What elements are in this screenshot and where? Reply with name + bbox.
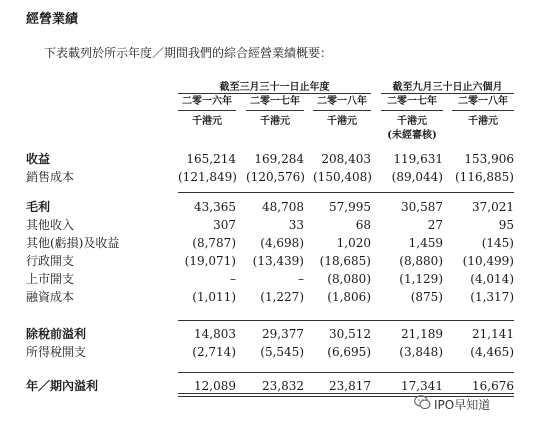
row-label: 銷售成本 [26,170,75,184]
table-cell: (10,499) [462,254,514,268]
table-cell: (3,848) [399,345,443,359]
table-cell: 57,995 [329,200,371,214]
table-cell: 21,189 [401,327,443,341]
table-cell: – [230,272,236,286]
table-cell: 14,803 [194,327,236,341]
table-cell: (19,071) [184,254,236,268]
table-cell: 23,817 [329,379,371,393]
row-label: 其他(虧損)及收益 [26,236,120,250]
table-cell: 27 [427,218,443,232]
column-rule [452,110,514,111]
row-label: 行政開支 [26,254,75,268]
table-cell: 48,708 [262,200,304,214]
table-cell: 30,512 [329,327,371,341]
table-row [0,150,550,168]
table-cell: 208,403 [321,152,371,166]
table-cell: (150,408) [313,170,372,184]
column-year: 二零一七年 [387,96,437,107]
table-cell: (4,698) [260,236,304,250]
header-group-fiscal-years: 截至三月三十一日止年度 [219,82,330,93]
row-label: 收益 [26,152,51,166]
table-cell: (1,129) [399,272,443,286]
table-cell: 17,341 [401,379,443,393]
group-rule-six-months [381,93,514,94]
column-unit: 千港元 [260,116,290,127]
column-header [313,95,371,129]
intro-text: 下表載列於所示年度／期間我們的綜合經營業績概要： [44,46,333,60]
row-label: 其他收入 [26,218,75,232]
table-cell: – [298,272,304,286]
row-label: 上市開支 [26,272,75,286]
table-row [0,216,550,234]
subtotal-rule-pretax [178,320,514,321]
row-label: 除稅前溢利 [26,327,87,341]
table-cell: (116,885) [455,170,514,184]
table-cell: 33 [288,218,304,232]
row-label: 毛利 [26,200,51,214]
table-cell: (4,014) [470,272,514,286]
table-cell: (6,695) [327,345,371,359]
table-cell: (18,685) [319,254,371,268]
table-cell: (875) [410,290,443,304]
table-cell: 307 [213,218,236,232]
total-double-rule-top [178,393,514,394]
column-header [246,95,304,129]
table-cell: 30,587 [401,200,443,214]
table-cell: (8,787) [192,236,236,250]
row-label: 所得稅開支 [26,345,87,359]
table-cell: (1,806) [327,290,371,304]
column-unit: 千港元 [468,116,498,127]
column-year: 二零一八年 [317,96,367,107]
table-cell: 153,906 [464,152,514,166]
table-cell: (1,227) [260,290,304,304]
table-cell: (1,011) [192,290,236,304]
table-cell: (5,545) [260,345,304,359]
column-rule [313,110,371,111]
table-row [0,270,550,288]
table-cell: 1,459 [408,236,443,250]
table-cell: (8,080) [327,272,371,286]
table-cell: 43,365 [194,200,236,214]
table-row [0,343,550,361]
column-rule [178,110,236,111]
table-cell: (2,714) [192,345,236,359]
table-cell: 21,141 [472,327,514,341]
table-cell: 68 [355,218,371,232]
table-cell: 23,832 [262,379,304,393]
table-cell: 12,089 [194,379,236,393]
subtotal-rule-gross-profit [178,192,514,193]
table-row [0,325,550,343]
table-cell: 29,377 [262,327,304,341]
subtotal-rule-net [178,372,514,373]
column-year: 二零一六年 [182,96,232,107]
table-cell: 95 [498,218,514,232]
row-label: 年／期內溢利 [26,379,99,393]
table-row [0,252,550,270]
table-cell: (121,849) [178,170,237,184]
column-header [452,95,514,129]
table-row [0,168,550,186]
column-note: (未經審核) [387,130,437,141]
table-cell: 169,284 [254,152,304,166]
table-row [0,198,550,216]
table-cell: 37,021 [472,200,514,214]
row-label: 融資成本 [26,290,75,304]
group-rule-fiscal [178,93,371,94]
column-unit: 千港元 [397,116,427,127]
table-row [0,234,550,252]
table-cell: (145) [481,236,514,250]
column-header [178,95,236,129]
table-cell: (8,880) [399,254,443,268]
wechat-icon [414,395,431,410]
column-year: 二零一七年 [250,96,300,107]
table-cell: 119,631 [393,152,443,166]
header-group-six-months: 截至九月三十日止六個月 [392,82,503,93]
table-cell: (1,317) [470,290,514,304]
table-cell: (4,465) [470,345,514,359]
column-rule [381,110,443,111]
table-cell: 165,214 [186,152,236,166]
column-unit: 千港元 [327,116,357,127]
watermark-text: IPO早知道 [434,398,491,412]
table-cell: (89,044) [391,170,443,184]
table-row [0,288,550,306]
table-cell: (120,576) [246,170,305,184]
column-header [381,95,443,142]
section-title: 經營業績 [26,12,79,27]
table-cell: 1,020 [336,236,371,250]
column-unit: 千港元 [192,116,222,127]
table-cell: 16,676 [472,379,514,393]
table-cell: (13,439) [252,254,304,268]
column-year: 二零一八年 [458,96,508,107]
column-rule [246,110,304,111]
